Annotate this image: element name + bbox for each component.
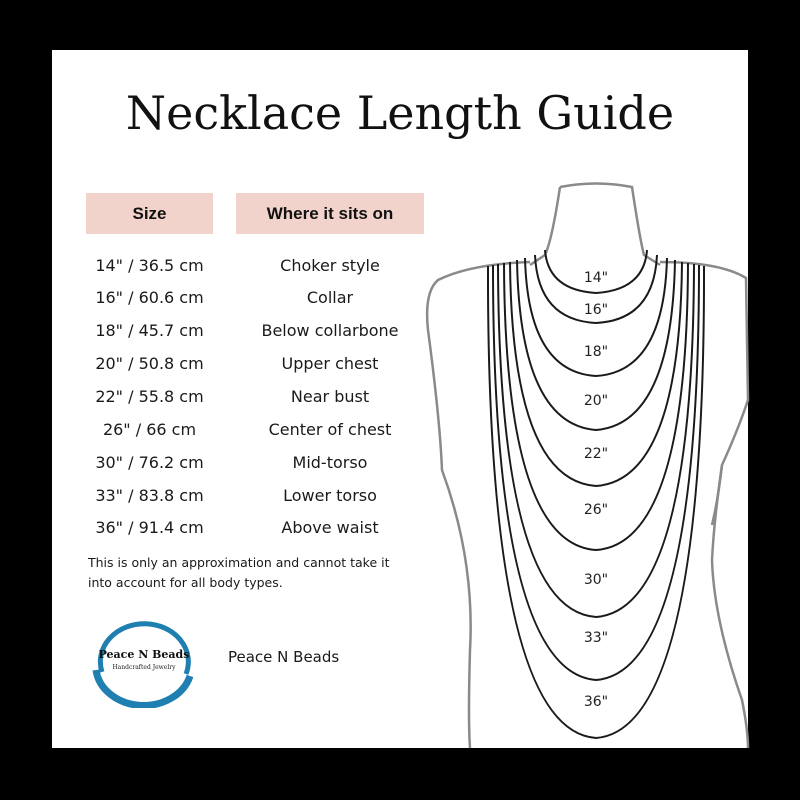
- where-cell: Upper chest: [281, 354, 379, 373]
- size-cell: 20" / 50.8 cm: [95, 354, 204, 373]
- size-cell: 14" / 36.5 cm: [95, 256, 204, 275]
- size-cell: 26" / 66 cm: [102, 420, 197, 439]
- necklace-label: 18": [583, 344, 609, 360]
- necklace-label: 22": [583, 446, 609, 462]
- where-cell: Lower torso: [283, 486, 377, 505]
- where-cell: Below collarbone: [261, 321, 399, 340]
- necklace-label: 20": [583, 393, 609, 409]
- necklace-label: 16": [583, 302, 609, 318]
- size-cell: 30" / 76.2 cm: [95, 453, 204, 472]
- mannequin-left-side: [427, 262, 530, 748]
- necklace-label: 36": [583, 694, 609, 710]
- where-cell: Choker style: [280, 256, 380, 275]
- table-header-size: Size: [86, 193, 213, 234]
- where-cell: Near bust: [290, 387, 370, 406]
- necklace-label: 30": [583, 572, 609, 588]
- necklace-label: 14": [583, 270, 609, 286]
- size-cell: 18" / 45.7 cm: [95, 321, 204, 340]
- where-cell: Center of chest: [268, 420, 392, 439]
- size-cell: 36" / 91.4 cm: [95, 518, 204, 537]
- size-cell: 16" / 60.6 cm: [95, 288, 204, 307]
- where-cell: Mid-torso: [292, 453, 368, 472]
- logo-tagline: Handcrafted Jewelry: [112, 664, 176, 671]
- where-cell: Above waist: [281, 518, 379, 537]
- mannequin-arm: [712, 465, 722, 525]
- mannequin-neck: [560, 184, 660, 266]
- page-title: Necklace Length Guide: [125, 86, 675, 140]
- necklace-label: 26": [583, 502, 609, 518]
- logo-name: Peace N Beads: [98, 648, 190, 661]
- size-cell: 22" / 55.8 cm: [95, 387, 204, 406]
- table-header-where: Where it sits on: [236, 193, 424, 234]
- necklace-label: 33": [583, 630, 609, 646]
- disclaimer-note: This is only an approximation and cannot take it into account for all body types.: [88, 555, 390, 590]
- where-cell: Collar: [306, 288, 354, 307]
- brand-name: Peace N Beads: [228, 648, 340, 666]
- size-cell: 33" / 83.8 cm: [95, 486, 204, 505]
- necklaces: [488, 250, 704, 738]
